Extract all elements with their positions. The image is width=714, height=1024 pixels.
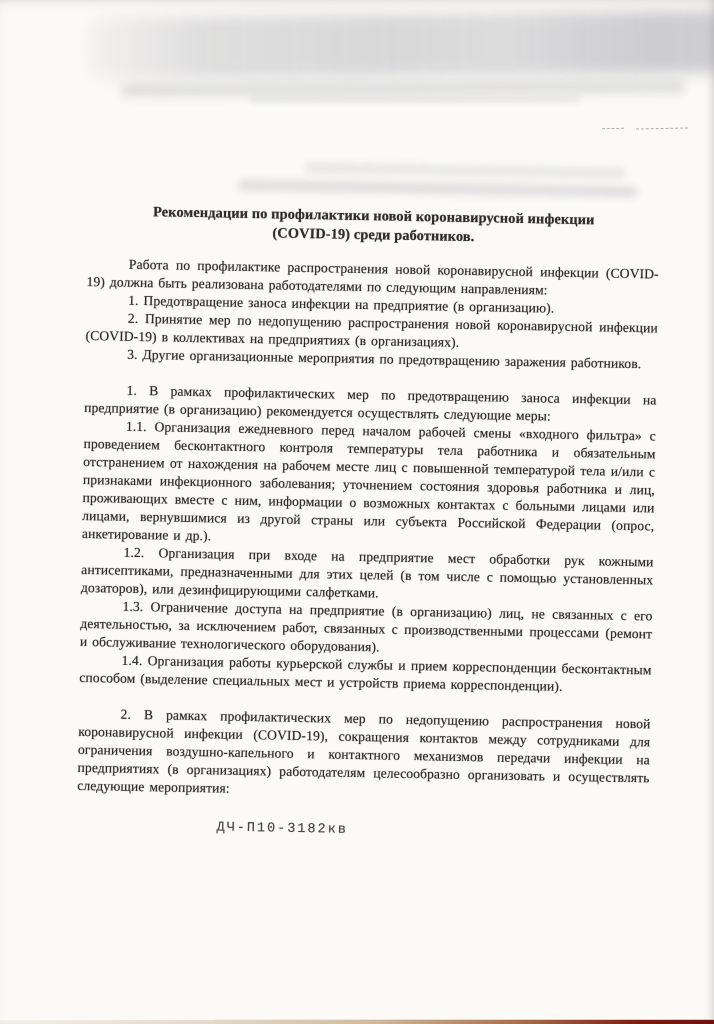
dash-mark [636, 128, 688, 130]
clause-1-4: 1.4. Организация работы курьерской службы и прием корреспонденции бесконтактным способом (выделение специальных мест и устройств приема корреспонденции). [79, 652, 652, 694]
scan-bottom-edge-line [0, 1020, 714, 1024]
scan-dash-artifacts [602, 116, 692, 134]
clause-1-2: 1.2. Организация при входе на предприятие мест обработки рук кожными антисептиками, предназначенными для этих целей (в том числе с помощью установленных дозаторов), или дезинфицирующими салфетками. [80, 544, 654, 601]
paragraph-intro: Работа по профилактике распространения новой коронавирусной инфекции (COVID-19) должна быть реализована работодателями по следующим направлениям: [86, 256, 659, 298]
document-registration-code: ДЧ-П10-3182кв [216, 820, 348, 838]
list-item-2: 2. Принятие мер по недопущению распространения новой коронавирусной инфекции (COVID-19) в коллективах на предприятиях (в организациях). [85, 310, 658, 350]
bleed-through-text-line [250, 96, 580, 103]
scan-smudge-streak [120, 80, 686, 97]
document-title-line-2: (COVID-19) среди работников. [272, 225, 475, 246]
document-title-line-1: Рекомендации по профилактики новой коронавирусной инфекции [152, 204, 595, 229]
bleed-through-text-line [238, 180, 638, 198]
dash-mark [602, 128, 624, 129]
bleed-through-text-line [305, 163, 625, 178]
list-item-1: 1. Предотвращение заноса инфекции на предприятие (в организацию). [128, 292, 555, 316]
scan-smudge-band [88, 11, 714, 80]
list-item-3: 3. Другие организационные мероприятия по предотвращению заражения работников. [127, 346, 642, 372]
clause-1-3: 1.3. Ограничение доступа на предприятие (в организацию) лиц, не связанных с его деятельностью, за исключением работ, связанных с производственными процессами (ремонт и обслуживание технологического оборудования). [79, 598, 653, 655]
section-2: 2. В рамках профилактических мер по недопущению распространения новой коронавирусной инфекции (COVID-19), сокращения контактов между сотрудниками для ограничения воздушно-капельного и контактного механизмов передачи инфекции на предприятиях (в организациях) работодателям целесообразно организовать и осуществлять следующие мероприятия: [77, 706, 651, 796]
clause-1-1: 1.1. Организация ежедневного перед началом рабочей смены «входного фильтра» с проведением бесконтактного контроля температуры тела работника и обязательным отстранением от нахождения на рабочем месте лиц с повышенной температурой тела и/или с признаками инфекционного заболевания; уточнением состояния здоровья работника и лиц, проживающих вместе с ним, информации о возможных контактах с больными лицами или лицами, вернувшимися из другой страны или субъекта Российской Федерации (опрос, анкетирование и др.). [81, 418, 656, 544]
section-1: 1. В рамках профилактических мер по предотвращению заноса инфекции на предприятие (в организацию) рекомендуется осуществлять следующие меры: [84, 382, 657, 424]
document-title [133, 203, 614, 250]
document-body [76, 202, 660, 845]
